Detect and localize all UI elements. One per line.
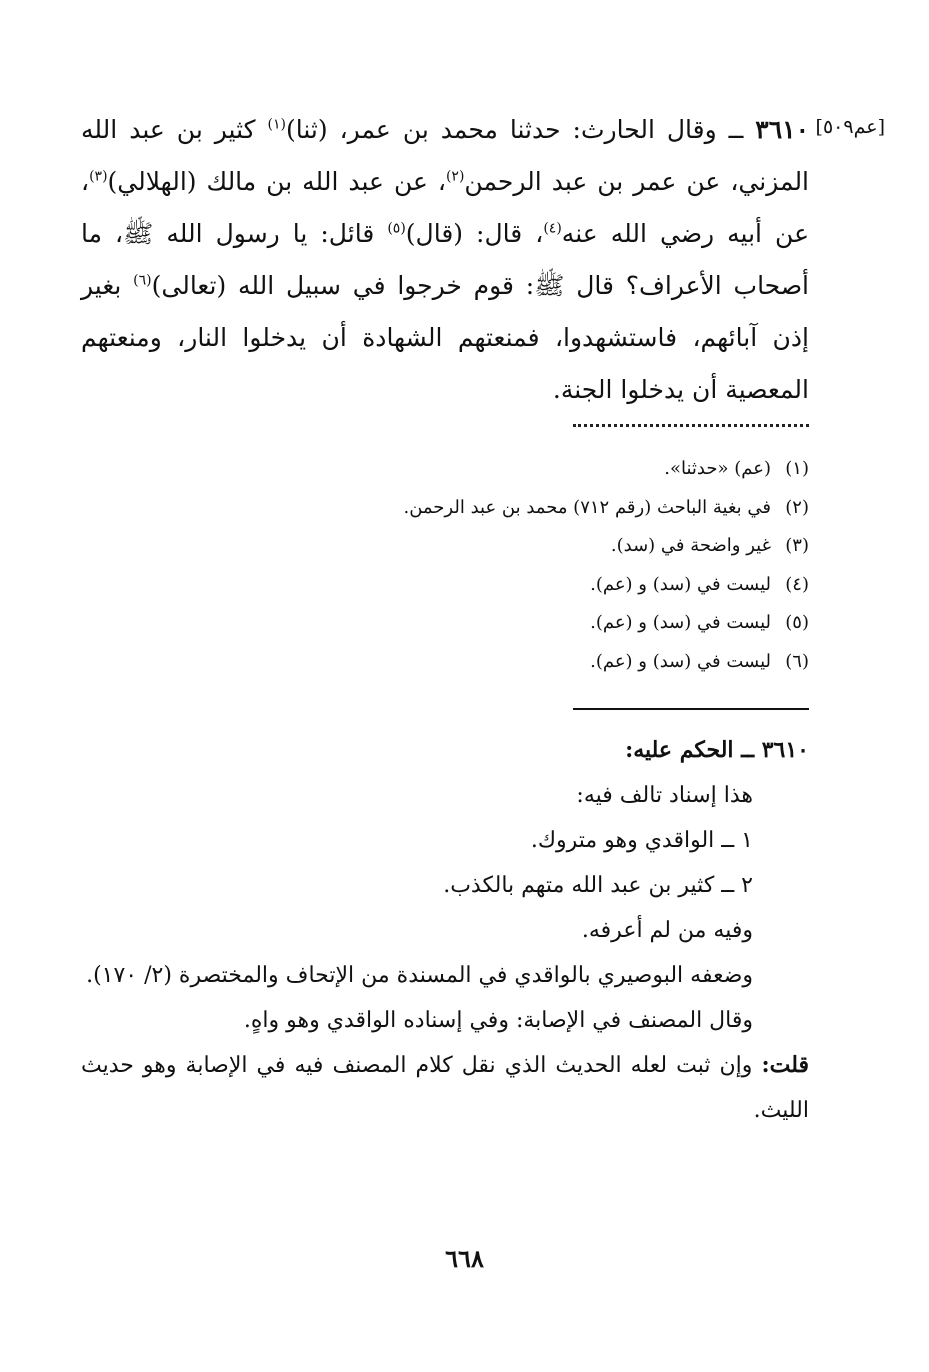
margin-reference: [عم٥٠٩] [815,116,885,138]
section-separator-line [573,708,809,710]
ruling-intro: هذا إسناد تالف فيه: [576,783,753,808]
qult-text: وإن ثبت لعله الحديث الذي نقل كلام المصنف فيه في الإصابة وهو حديث الليث. [81,1053,809,1123]
footnote-ref: (٤) [543,220,562,237]
hadith-segment: ، قال: (قال) [405,219,544,248]
footnote-number: (٣) [785,535,809,556]
footnote [81,604,809,643]
footnote-number: (١) [785,458,809,479]
qult-label: قلت: [761,1052,809,1078]
footnote-text: ليست في (سد) و (عم). [590,650,771,672]
hadith-segment: كثير بن عبد الله المزني، عن عمر بن عبد الرحمن [81,115,810,196]
ruling-qult [81,1043,809,1123]
ruling-item: ١ ــ الواقدي وهو متروك. [530,828,753,853]
footnote-text: ليست في (سد) و (عم). [590,573,771,595]
footnote-number: (٥) [785,612,809,633]
footnotes [81,450,809,681]
hadith-number: ٣٦١٠ [755,115,810,144]
footnote-text: غير واضحة في (سد). [610,535,771,556]
footnote-ref: (٥) [387,220,406,237]
footnote-ref: (٣) [89,168,108,185]
footnote-ref: (٢) [445,168,465,185]
hadith-segment: ــ وقال الحارث: حدثنا محمد بن عمر، (ثنا) [286,115,756,144]
ruling-section [81,728,809,1123]
footnote [81,450,809,489]
page-number: ٦٦٨ [445,1244,484,1273]
hadith-segment: قائل: يا رسول الله ﷺ، ما أصحاب الأعراف؟ قال ﷺ: قوم خرجوا في سبيل الله (تعالى) [81,219,809,300]
footnote [81,527,809,566]
ruling-isaba-note: وقال المصنف في الإصابة: وفي إسناده الواقدي وهو واهٍ. [243,1008,753,1033]
hadith-segment: بغير إذن آبائهم، فاستشهدوا، فمنعتهم الشهادة أن يدخلوا النار، ومنعتهم المعصية أن يدخلوا الجنة. [81,271,809,404]
footnote-number: (٦) [785,650,809,672]
hadith-text [81,104,809,416]
footnote-text: في بغية الباحث (رقم ٧١٢) محمد بن عبد الرحمن. [403,496,771,518]
footnote-ref: (٦) [133,272,152,289]
footnote-separator-dotted [573,424,809,427]
ruling-unknown-note: وفيه من لم أعرفه. [581,918,753,943]
ruling-item: ٢ ــ كثير بن عبد الله متهم بالكذب. [443,873,753,898]
hadith-segment: ، عن عبد الله بن مالك (الهلالي) [107,167,446,196]
ruling-title: ٣٦١٠ ــ الحكم عليه: [625,737,809,763]
footnote-ref: (١) [267,116,286,133]
hadith-paragraph [81,104,809,416]
hadith-segment: ، عن أبيه رضي الله عنه [81,167,809,248]
footnote [81,643,809,682]
footnote [81,566,809,605]
footnote [81,489,809,528]
ruling-busiri-note: وضعفه البوصيري بالواقدي في المسندة من الإتحاف والمختصرة (٢/ ١٧٠). [86,963,753,988]
footnote-number: (٤) [785,573,809,595]
footnote-text: ليست في (سد) و (عم). [590,612,771,633]
footnote-text: (عم) «حدثنا». [664,458,771,479]
footnote-number: (٢) [785,496,809,518]
